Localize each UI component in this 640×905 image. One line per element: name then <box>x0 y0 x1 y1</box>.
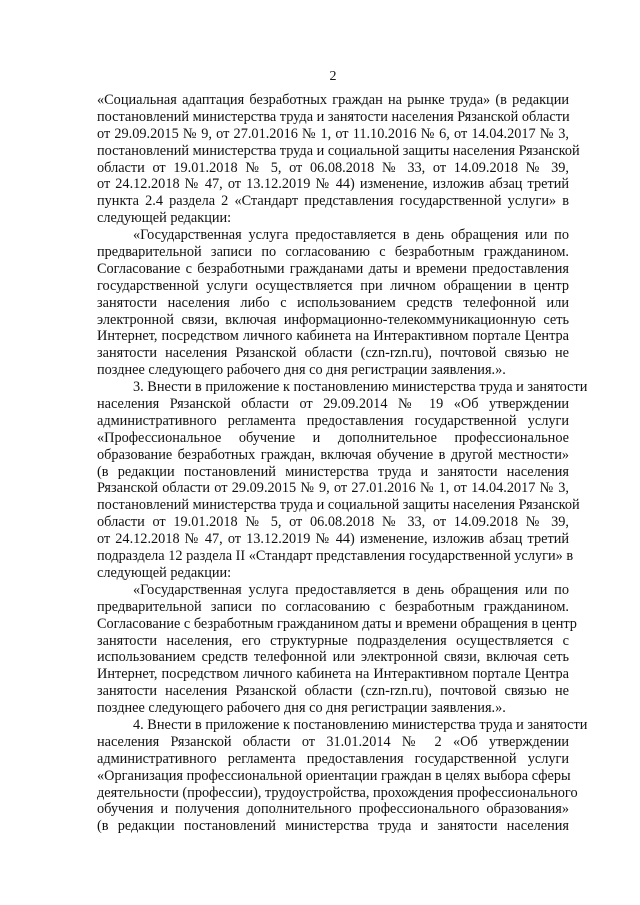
text-line: «Социальная адаптация безработных граждан на рынке труда» (в редакции <box>97 92 569 108</box>
text-line: Рязанской области от 29.09.2015 № 9, от 27.01.2016 № 1, от 14.04.2017 № 3, <box>97 480 569 497</box>
text-line: подраздела 12 раздела II «Стандарт представления государственной услуги» в <box>97 548 574 565</box>
text-line: государственной услуги осуществляется при личном обращении в центр <box>97 277 569 294</box>
text-line: Интернет, посредством личного кабинета на Интерактивном портале Центра <box>97 328 569 345</box>
text-line: от 24.12.2018 № 47, от 13.12.2019 № 44) изменение, изложив абзац третий <box>97 176 569 193</box>
text-line: обучения и получения дополнительного профессионального образования» <box>97 801 569 818</box>
text-line: предварительной записи по согласованию с безработным гражданином. <box>97 598 569 615</box>
text-line: постановлений министерства труда и социальной защиты населения Рязанской <box>97 142 580 159</box>
text-line: Интернет, посредством личного кабинета на Интерактивном портале Центра <box>97 666 569 683</box>
text-line: Согласование с безработными гражданами даты и времени предоставления <box>97 260 569 277</box>
document-body <box>97 92 588 835</box>
text-line: позднее следующего рабочего дня со дня регистрации заявления.». <box>97 362 506 379</box>
text-line: «Организация профессиональной ориентации граждан в целях выбора сферы <box>97 767 571 784</box>
text-line: Согласование с безработным гражданином даты и времени обращения в центр <box>97 615 577 632</box>
text-line: занятости населения, его структурные подразделения осуществляется с <box>97 632 569 649</box>
text-line: административного регламента предоставления государственной услуги <box>97 750 569 767</box>
text-line: следующей редакции: <box>97 210 232 227</box>
text-line: «Государственная услуга предоставляется в день обращения или по <box>133 227 569 244</box>
text-line: занятости населения либо с использованием средств телефонной или <box>97 294 569 311</box>
text-line: «Государственная услуга предоставляется в день обращения или по <box>133 581 569 598</box>
text-line: постановлений министерства труда и занятости населения Рязанской области <box>97 108 570 125</box>
text-line: деятельности (профессии), трудоустройства, прохождения профессионального <box>97 784 578 801</box>
text-line: следующей редакции: <box>97 564 232 581</box>
text-line: области от 19.01.2018 № 5, от 06.08.2018 № 33, от 14.09.2018 № 39, <box>97 159 569 176</box>
text-line: «Профессиональное обучение и дополнительное профессиональное <box>97 429 569 446</box>
text-line: позднее следующего рабочего дня со дня регистрации заявления.». <box>97 700 506 717</box>
text-line: 4. Внести в приложение к постановлению министерства труда и занятости <box>133 716 588 733</box>
text-line: занятости населения Рязанской области (czn-rzn.ru), почтовой связью не <box>97 683 569 700</box>
text-line: населения Рязанской области от 29.09.2014 № 19 «Об утверждении <box>97 396 569 413</box>
text-line: 3. Внести в приложение к постановлению министерства труда и занятости <box>133 379 588 396</box>
text-line: населения Рязанской области от 31.01.2014 № 2 «Об утверждении <box>97 733 569 750</box>
page-number: 2 <box>329 69 337 84</box>
text-line: постановлений министерства труда и социальной защиты населения Рязанской <box>97 497 580 514</box>
text-line: (в редакции постановлений министерства труда и занятости населения <box>97 818 569 835</box>
text-line: от 29.09.2015 № 9, от 27.01.2016 № 1, от 11.10.2016 № 6, от 14.04.2017 № 3, <box>97 125 569 142</box>
text-line: использованием средств телефонной или электронной связи, включая сеть <box>97 649 569 666</box>
text-line: образование безработных граждан, включая обучение в другой местности» <box>97 446 569 463</box>
text-line: административного регламента предоставления государственной услуги <box>97 412 569 429</box>
text-line: пункта 2.4 раздела 2 «Стандарт представления государственной услуги» в <box>97 193 569 210</box>
text-line: занятости населения Рязанской области (czn-rzn.ru), почтовой связью не <box>97 345 569 362</box>
text-line: электронной связи, включая информационно-телекоммуникационную сеть <box>97 311 569 328</box>
text-line: области от 19.01.2018 № 5, от 06.08.2018 № 33, от 14.09.2018 № 39, <box>97 514 569 531</box>
text-line: от 24.12.2018 № 47, от 13.12.2019 № 44) изменение, изложив абзац третий <box>97 531 569 548</box>
text-line: (в редакции постановлений министерства труда и занятости населения <box>97 463 569 480</box>
text-line: предварительной записи по согласованию с безработным гражданином. <box>97 244 569 261</box>
